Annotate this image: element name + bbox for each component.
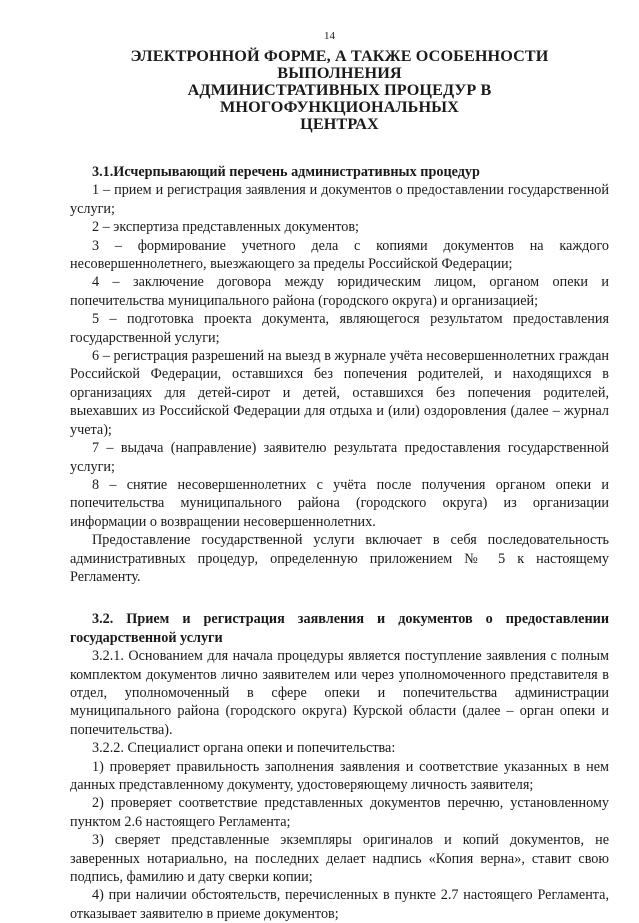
section-paragraph: 4) при наличии обстоятельств, перечисленных в пункте 2.7 настоящего Регламента, отказывает заявителю в приеме документов; [70, 887, 609, 922]
procedure-item: 5 – подготовка проекта документа, являющегося результатом предоставления государственной услуги; [70, 311, 609, 346]
document-body [70, 163, 609, 923]
chapter-heading [70, 48, 609, 133]
procedure-item: 4 – заключение договора между юридическим лицом, органом опеки и попечительства муниципального района (городского округа) и организацией; [70, 274, 609, 309]
heading-line: ЦЕНТРАХ [300, 115, 379, 133]
section-3-1-title: 3.1.Исчерпывающий перечень административных процедур [92, 164, 480, 180]
procedure-item: 7 – выдача (направление) заявителю результата предоставления государственной услуги; [70, 440, 609, 475]
section-paragraph: 3.2.2. Специалист органа опеки и попечительства: [92, 740, 396, 757]
procedure-item: 6 – регистрация разрешений на выезд в журнале учёта несовершеннолетних граждан Российской Федерации, оставшихся без попечения родителей, и находящихся в организациях для детей-сирот и детей, оставшихся без попечения родителей, выехавших из Российской Федерации для отдыха и (или) оздоровления (далее – журнал учета); [70, 348, 609, 438]
procedure-item: 3 – формирование учетного дела с копиями документов на каждого несовершеннолетнего, выезжающего за пределы Российской Федерации; [70, 237, 609, 273]
section-paragraph: 3) сверяет представленные экземпляры оригиналов и копий документов, не заверенных нотариально, на последних делает надпись «Копия верна», ставит свою подпись, фамилию и дату сверки копии; [70, 832, 609, 886]
section-paragraph: 2) проверяет соответствие представленных документов перечню, установленному пунктом 2.6 настоящего Регламента; [70, 795, 609, 830]
section-paragraph: 3.2.1. Основанием для начала процедуры является поступление заявления с полным комплектом документов лично заявителем или через уполномоченного представителя в отдел, уполномоченный в сфере опеки и попечительства администрации муниципального района (городского округа) Курской области (далее – орган опеки и попечительства). [70, 648, 609, 738]
section-3-1-closing: Предоставление государственной услуги включает в себя последовательность административных процедур, определенную приложением № 5 к настоящему Регламенту. [70, 532, 609, 585]
heading-line: АДМИНИСТРАТИВНЫХ ПРОЦЕДУР В МНОГОФУНКЦИОНАЛЬНЫХ [187, 81, 492, 116]
page-number: 14 [324, 30, 335, 42]
procedure-item: 8 – снятие несовершеннолетних с учёта после получения органом опеки и попечительства муниципального района (городского округа) из организации информации о возвращении несовершеннолетних. [70, 476, 609, 530]
section-gap [70, 586, 609, 610]
procedure-item: 1 – прием и регистрация заявления и документов о предоставлении государственной услуги; [70, 182, 609, 217]
procedure-item: 2 – экспертиза представленных документов; [92, 219, 359, 236]
section-3-2-title: 3.2. Прием и регистрация заявления и документов о предоставлении государственной услуги [70, 611, 609, 646]
heading-line: ЭЛЕКТРОННОЙ ФОРМЕ, А ТАКЖЕ ОСОБЕННОСТИ ВЫПОЛНЕНИЯ [130, 47, 549, 82]
section-paragraph: 1) проверяет правильность заполнения заявления и соответствие указанных в нем данных представленному документу, удостоверяющему личность заявителя; [70, 758, 609, 793]
